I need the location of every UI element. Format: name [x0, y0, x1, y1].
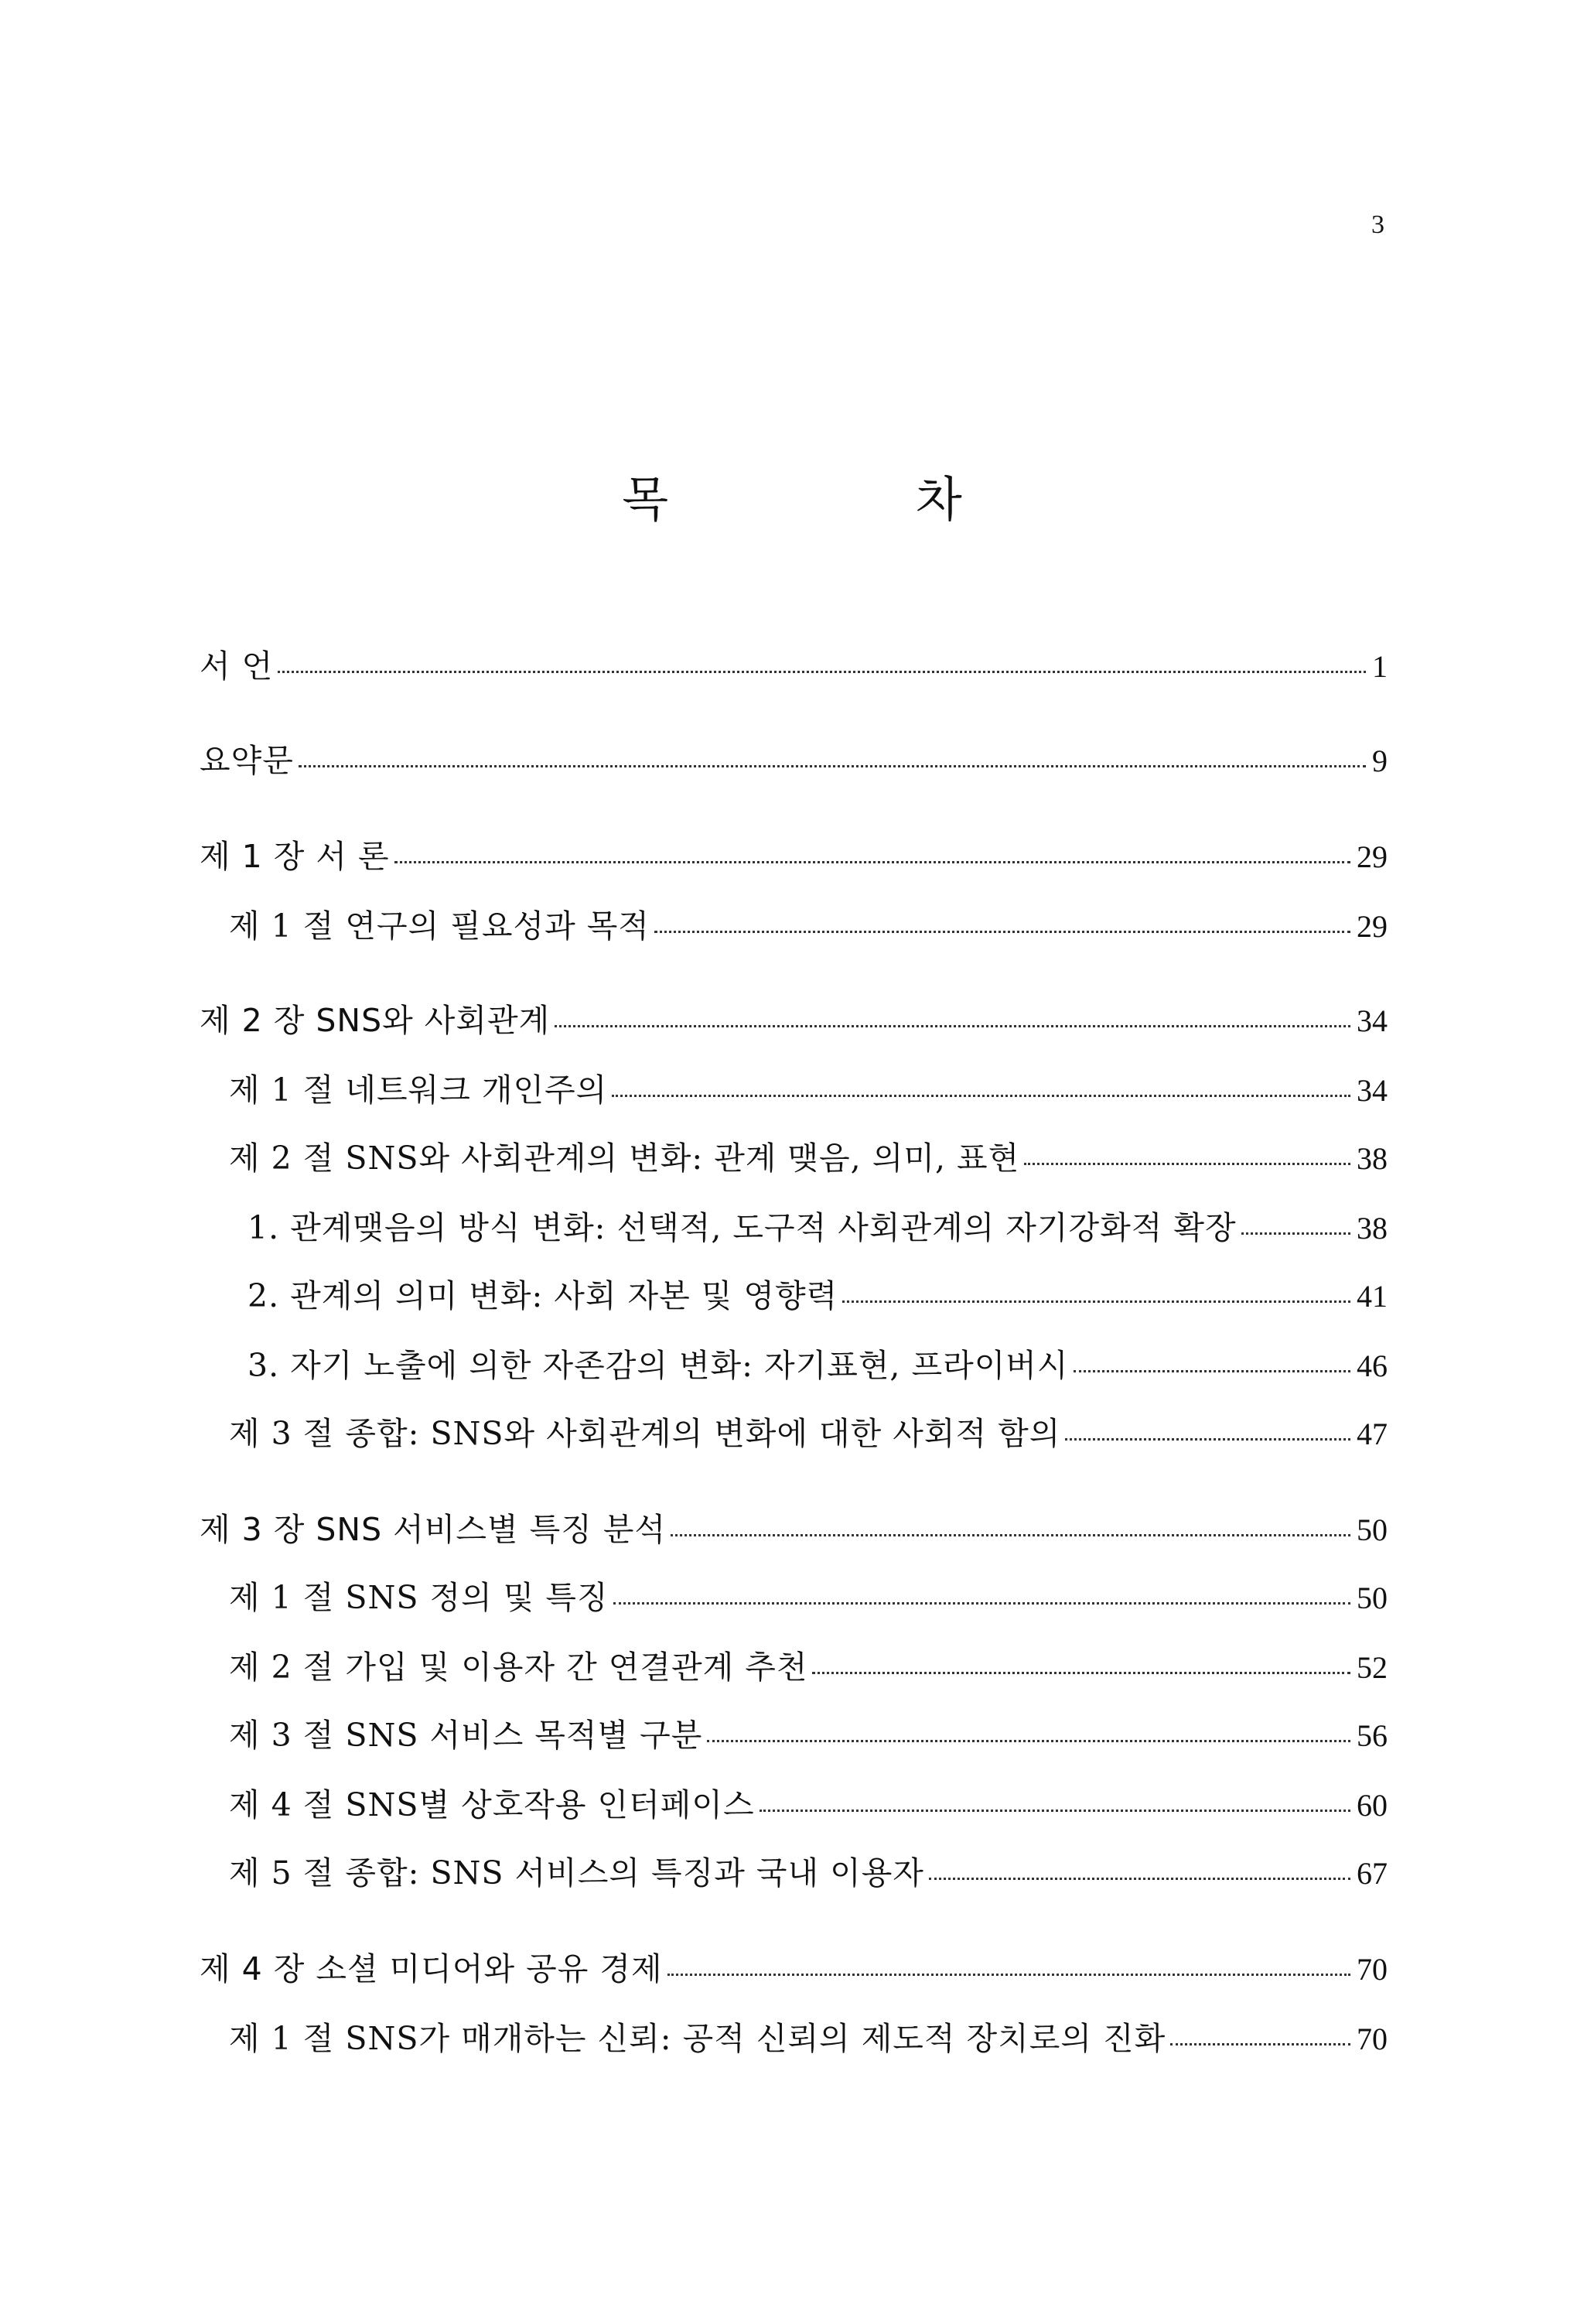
toc-entry-section-3-1[interactable] — [229, 1572, 1388, 1618]
dot-leader — [1241, 1232, 1350, 1235]
dot-leader — [671, 1534, 1350, 1536]
dot-leader — [842, 1300, 1350, 1303]
toc-entry-page: 1 — [1372, 649, 1388, 684]
toc-entry-section-2-1[interactable] — [229, 1065, 1388, 1111]
dot-leader — [812, 1672, 1350, 1674]
toc-entry-page: 9 — [1372, 743, 1388, 778]
toc-entry-label: 제 5 절 종합: SNS 서비스의 특징과 국내 이용자 — [229, 1854, 924, 1892]
toc-entry-label: 제 1 장 서 론 — [200, 838, 390, 875]
toc-entry-label: 3. 자기 노출에 의한 자존감의 변화: 자기표현, 프라이버시 — [248, 1347, 1069, 1384]
toc-entry-page: 41 — [1357, 1279, 1388, 1314]
toc-entry-label: 제 1 절 SNS 정의 및 특징 — [229, 1579, 609, 1616]
toc-entry-page: 67 — [1357, 1856, 1388, 1891]
toc-entry-page: 29 — [1357, 839, 1388, 874]
dot-leader — [929, 1878, 1350, 1880]
page-number: 3 — [1371, 210, 1384, 239]
toc-entry-label: 제 2 장 SNS와 사회관계 — [200, 1002, 551, 1039]
toc-entry-page: 60 — [1357, 1788, 1388, 1823]
dot-leader — [555, 1025, 1350, 1027]
toc-entry-page: 38 — [1357, 1141, 1388, 1176]
toc-entry-section-1-1[interactable] — [229, 901, 1388, 947]
toc-entry-section-3-2[interactable] — [229, 1642, 1388, 1688]
toc-entry-page: 56 — [1357, 1718, 1388, 1753]
toc-entry-page: 50 — [1357, 1512, 1388, 1547]
toc-entry-label: 제 3 절 SNS 서비스 목적별 구분 — [229, 1717, 703, 1754]
dot-leader — [1024, 1163, 1350, 1165]
toc-entry-label: 제 2 절 가입 및 이용자 간 연결관계 추천 — [229, 1649, 808, 1686]
dot-leader — [299, 765, 1366, 767]
toc-entry-page: 34 — [1357, 1073, 1388, 1108]
toc-entry-label: 1. 관계맺음의 방식 변화: 선택적, 도구적 사회관계의 자기강화적 확장 — [248, 1209, 1237, 1246]
dot-leader — [394, 861, 1350, 863]
toc-entry-section-2-2[interactable] — [229, 1133, 1388, 1179]
dot-leader — [654, 931, 1350, 933]
toc-entry-section-2-3[interactable] — [229, 1408, 1388, 1454]
toc-entry-page: 29 — [1357, 909, 1388, 944]
toc-entry-section-3-4[interactable] — [229, 1779, 1388, 1826]
toc-entry-summary[interactable] — [200, 735, 1388, 781]
dot-leader — [612, 1095, 1350, 1097]
dot-leader — [613, 1602, 1350, 1605]
toc-entry-page: 34 — [1357, 1003, 1388, 1038]
dot-leader — [1074, 1370, 1350, 1372]
toc-entry-subsection-2-2-1[interactable] — [248, 1202, 1388, 1249]
toc-entry-label: 요약문 — [200, 742, 294, 779]
toc-entry-section-4-1[interactable] — [229, 2013, 1388, 2059]
toc-entry-label: 제 2 절 SNS와 사회관계의 변화: 관계 맺음, 의미, 표현 — [229, 1140, 1020, 1177]
toc-entry-label: 제 1 절 연구의 필요성과 목적 — [229, 907, 650, 945]
toc-entry-page: 46 — [1357, 1348, 1388, 1383]
toc-entry-chapter-3[interactable] — [200, 1504, 1388, 1550]
toc-entry-section-3-5[interactable] — [229, 1847, 1388, 1894]
toc-entry-page: 70 — [1357, 1952, 1388, 1987]
toc-entry-page: 52 — [1357, 1650, 1388, 1685]
dot-leader — [707, 1740, 1350, 1742]
dot-leader — [760, 1810, 1350, 1812]
dot-leader — [1065, 1438, 1350, 1441]
toc-entry-page: 70 — [1357, 2022, 1388, 2056]
toc-entry-chapter-1[interactable] — [200, 831, 1388, 877]
toc-entry-label: 서 언 — [200, 648, 274, 685]
toc-entry-chapter-4[interactable] — [200, 1943, 1388, 1990]
toc-entry-label: 제 4 장 소셜 미디어와 공유 경제 — [200, 1950, 663, 1987]
toc-entry-label: 제 1 절 네트워크 개인주의 — [229, 1071, 608, 1109]
page-title: 목 차 — [622, 471, 1078, 528]
toc-entry-page: 38 — [1357, 1211, 1388, 1246]
dot-leader — [278, 671, 1366, 673]
toc-entry-chapter-2[interactable] — [200, 995, 1388, 1041]
dot-leader — [667, 1974, 1350, 1976]
dot-leader — [1170, 2043, 1350, 2045]
toc-entry-label: 제 4 절 SNS별 상호작용 인터페이스 — [229, 1786, 755, 1823]
toc-entry-label: 제 3 절 종합: SNS와 사회관계의 변화에 대한 사회적 함의 — [229, 1415, 1061, 1452]
toc-entry-preface[interactable] — [200, 641, 1388, 687]
toc-entry-label: 제 1 절 SNS가 매개하는 신뢰: 공적 신뢰의 제도적 장치로의 진화 — [229, 2020, 1166, 2057]
toc-entry-page: 47 — [1357, 1417, 1388, 1451]
toc-entry-section-3-3[interactable] — [229, 1710, 1388, 1756]
toc-entry-label: 2. 관계의 의미 변화: 사회 자본 및 영향력 — [248, 1277, 838, 1314]
toc-entry-subsection-2-2-2[interactable] — [248, 1270, 1388, 1317]
toc-entry-subsection-2-2-3[interactable] — [248, 1340, 1388, 1386]
toc-entry-label: 제 3 장 SNS 서비스별 특징 분석 — [200, 1511, 667, 1548]
toc-entry-page: 50 — [1357, 1581, 1388, 1615]
